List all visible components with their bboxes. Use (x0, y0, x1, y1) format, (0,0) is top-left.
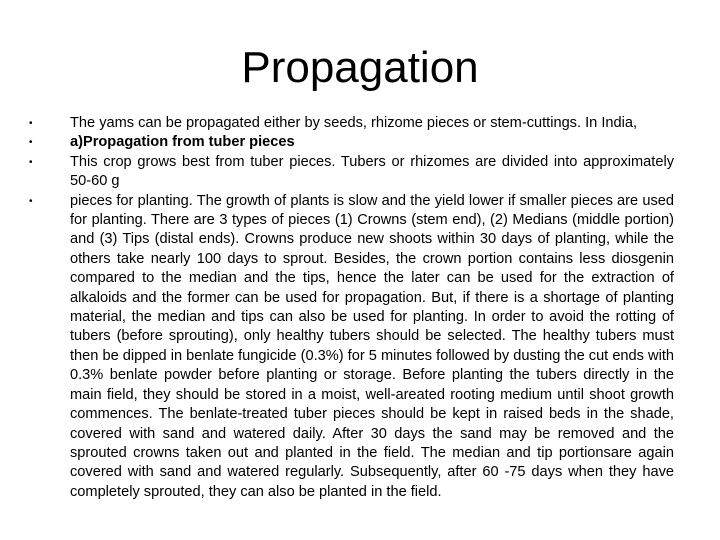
bullet-icon: • (29, 118, 33, 129)
bullet-item-3 (29, 153, 674, 192)
bullet-item-1 (29, 114, 674, 133)
bullet-text-4: pieces for planting. The growth of plants is slow and the yield lower if smaller pieces are used for planting. There are 3 types of pieces (1) Crowns (stem end), (2) Medians (middle portion) and (3) Tips (distal ends). Crowns produce new shoots within 30 days of planting, while the others take nearly 100 days to sprout. Besides, the crown portion contains less diosgenin compared to the median and the tips, hence the later can be used for the extraction of alkaloids and the former can be used for propagation. But, if there is a shortage of planting material, the median and tips can also be used for planting. In order to avoid the rotting of tubers (before sprouting), only healthy tubers should be selected. The healthy tubers must then be dipped in benlate fungicide (0.3%) for 5 minutes followed by dusting the cut ends with 0.3% benlate powder before planting or storage. Before planting the tubers directly in the main field, they should be stored in a moist, well-areated rooting medium until shoot growth commences. The benlate-treated tuber pieces should be kept in raised beds in the shade, covered with sand and watered daily. After 30 days the sand may be removed and the sprouted crowns taken out and planted in the field. The median and tip portionsare again covered with sand and watered regularly. Subsequently, after 60 -75 days when they have completely sprouted, they can also be planted in the field. (70, 192, 674, 500)
bullet-icon: • (29, 195, 33, 207)
bullet-icon: • (29, 137, 33, 149)
bullet-text-3: This crop grows best from tuber pieces. Tubers or rhizomes are divided into approximately 50-60 g (70, 153, 674, 190)
bullet-item-4 (29, 192, 674, 503)
slide-title: Propagation (241, 43, 479, 92)
bullet-list (29, 114, 674, 502)
bullet-item-2 (29, 133, 674, 152)
bullet-icon: • (29, 156, 33, 168)
bullet-text-2: a)Propagation from tuber pieces (70, 134, 295, 151)
bullet-text-1: The yams can be propagated either by seeds, rhizome pieces or stem-cuttings. In India, (70, 115, 638, 131)
